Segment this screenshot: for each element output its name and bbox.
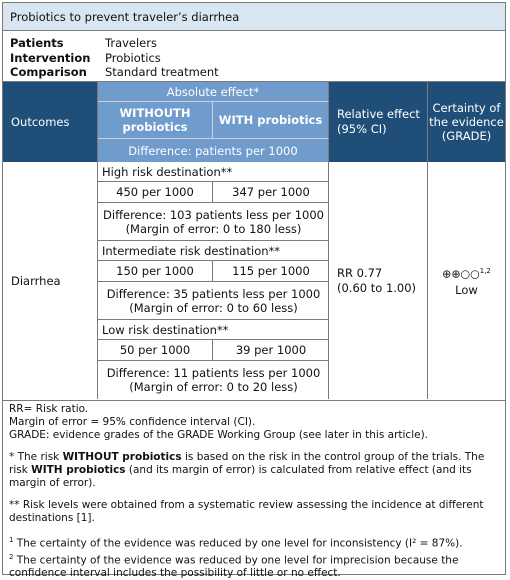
pico-key: Patients: [10, 36, 105, 51]
difference-text: Difference: 11 patients less per 1000: [98, 366, 329, 380]
results-table: [3, 81, 505, 401]
certainty-footnote-ref: 1,2: [480, 267, 491, 275]
pico-key: Intervention: [10, 51, 105, 66]
difference-cell: [98, 203, 329, 241]
relative-effect-value: RR 0.77: [337, 266, 416, 281]
value-with: 115 per 1000: [213, 261, 329, 282]
note-abbr-grade: GRADE: evidence grades of the GRADE Working Group (see later in this article).: [9, 429, 503, 442]
risk-group-title: Low risk destination**: [98, 320, 329, 340]
header-relative-effect: Relative effect (95% CI): [329, 82, 428, 162]
value-without: 50 per 1000: [98, 340, 213, 361]
certainty-rating: [442, 263, 491, 283]
value-without: 150 per 1000: [98, 261, 213, 282]
risk-group-high: [98, 162, 329, 241]
difference-cell: [98, 361, 329, 399]
pico-key: Comparison: [10, 65, 105, 80]
margin-of-error-text: (Margin of error: 0 to 20 less): [98, 380, 329, 394]
header-absolute-effect: Absolute effect*: [98, 82, 329, 102]
difference-text: Difference: 103 patients less per 1000: [98, 208, 329, 222]
footnote-2: $^2$ The certainty of the evidence was reduced by one level for imprecision because the confidence interval includes the possibility of little or no effect.: [9, 551, 503, 580]
margin-of-error-text: (Margin of error: 0 to 60 less): [98, 301, 329, 315]
outcome-cell: Diarrhea: [3, 162, 98, 399]
certainty-label: Low: [455, 282, 478, 298]
margin-of-error-text: (Margin of error: 0 to 180 less): [98, 222, 329, 236]
pico-row-intervention: [10, 51, 219, 66]
pico-value: Standard treatment: [105, 65, 219, 80]
risk-group-title: Intermediate risk destination**: [98, 241, 329, 261]
note-asterisk: * The risk WITHOUT probiotics is based on the risk in the control group of the trials. The risk WITH probiotics (and its margin of error) is calculated from relative effect (and its margin of error).: [9, 451, 503, 490]
certainty-cell: [428, 162, 505, 399]
value-without: 450 per 1000: [98, 182, 213, 203]
note-double-asterisk: ** Risk levels were obtained from a systematic review assessing the incidence at different destinations [1].: [9, 499, 503, 525]
table-notes: [9, 403, 503, 580]
relative-effect-cell: [329, 162, 428, 399]
risk-group-title: High risk destination**: [98, 162, 329, 182]
certainty-symbols-icon: ⊕⊕○○: [442, 267, 480, 280]
note-abbr-rr: RR= Risk ratio.: [9, 403, 503, 416]
risk-group-intermediate: [98, 241, 329, 320]
footnote-1: $^1$ The certainty of the evidence was reduced by one level for inconsistency (I² = 87%).: [9, 534, 503, 551]
difference-cell: [98, 282, 329, 320]
table-header: [3, 82, 505, 162]
pico-row-comparison: [10, 65, 219, 80]
difference-text: Difference: 35 patients less per 1000: [98, 287, 329, 301]
note-abbr-margin: Margin of error = 95% confidence interval (CI).: [9, 416, 503, 429]
header-certainty: Certainty of the evidence (GRADE): [428, 82, 505, 162]
relative-effect-ci: (0.60 to 1.00): [337, 281, 416, 296]
pico-value: Probiotics: [105, 51, 161, 66]
header-with-probiotics: WITH probiotics: [213, 102, 329, 138]
value-with: 347 per 1000: [213, 182, 329, 203]
value-with: 39 per 1000: [213, 340, 329, 361]
pico-block: [10, 36, 219, 80]
pico-row-patients: [10, 36, 219, 51]
risk-group-low: [98, 320, 329, 399]
header-outcomes: Outcomes: [3, 82, 98, 162]
table-title: Probiotics to prevent traveler’s diarrhea: [3, 3, 505, 31]
header-difference: Difference: patients per 1000: [98, 138, 329, 162]
pico-value: Travelers: [105, 36, 157, 51]
header-without-probiotics: WITHOUTH probiotics: [98, 102, 213, 138]
summary-of-findings-table: [2, 2, 506, 575]
